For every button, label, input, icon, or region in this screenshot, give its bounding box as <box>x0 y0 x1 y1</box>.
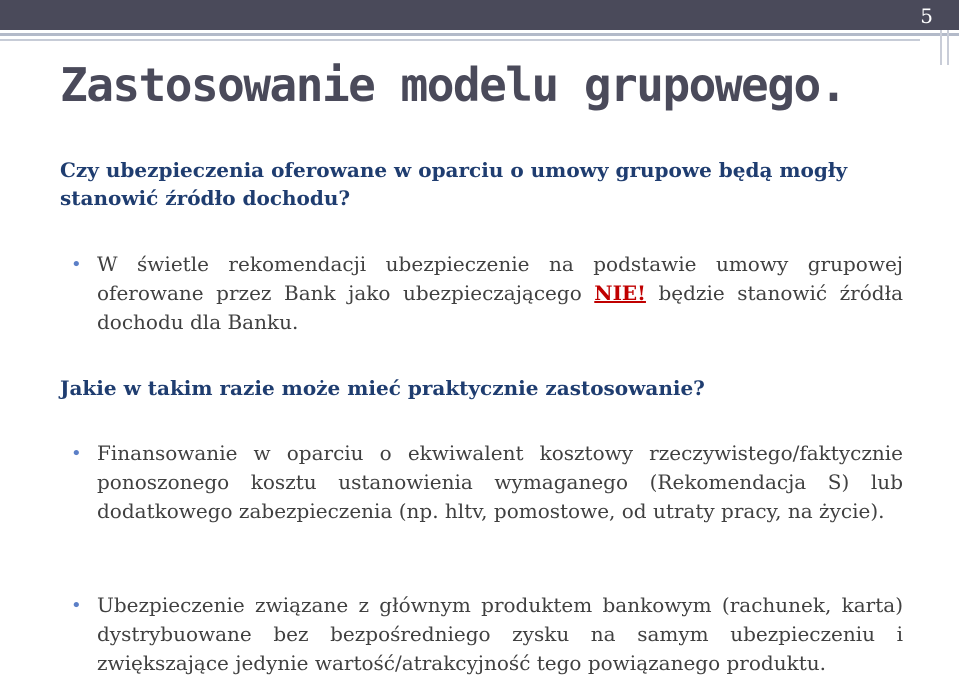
question-2: Jakie w takim razie może mieć praktycznie zastosowanie? <box>60 376 705 400</box>
emphasis-no: NIE! <box>594 281 646 305</box>
bullet-icon: • <box>71 595 82 616</box>
bullet-1-text-after: będzie stanowić źródła dochodu dla Banku. <box>97 281 903 334</box>
bullet-icon: • <box>71 254 82 275</box>
bullet-item-2 <box>71 439 903 526</box>
header-divider <box>947 30 949 65</box>
bullet-item-1 <box>71 250 903 337</box>
header-stripe-thin <box>0 39 920 41</box>
bullet-item-3 <box>71 591 903 678</box>
question-1: Czy ubezpieczenia oferowane w oparciu o umowy grupowe będą mogły stanowić źródło dochodu? <box>60 158 848 210</box>
page-number: 5 <box>920 4 933 28</box>
bullet-1-text-before: W świetle rekomendacji ubezpieczenie na podstawie umowy grupowej oferowane przez Bank jako ubezpieczającego <box>97 252 903 305</box>
header-stripe <box>0 33 959 36</box>
bullet-3-text: Ubezpieczenie związane z głównym produktem bankowym (rachunek, karta) dystrybuowane bez bezpośredniego zysku na samym ubezpieczeniu i zwiększające jedynie wartość/atrakcyjność tego powiązanego produktu. <box>97 593 903 675</box>
header-divider <box>940 30 942 65</box>
bullet-icon: • <box>71 443 82 464</box>
bullet-2-text: Finansowanie w oparciu o ekwiwalent kosztowy rzeczywistego/faktycznie ponoszonego kosztu ustanowienia wymaganego (Rekomendacja S) lub dodatkowego zabezpieczenia (np. hltv, pomostowe, od utraty pracy, na życie). <box>97 441 903 523</box>
slide-title: Zastosowanie modelu grupowego. <box>60 58 846 112</box>
header-bar <box>0 0 959 30</box>
